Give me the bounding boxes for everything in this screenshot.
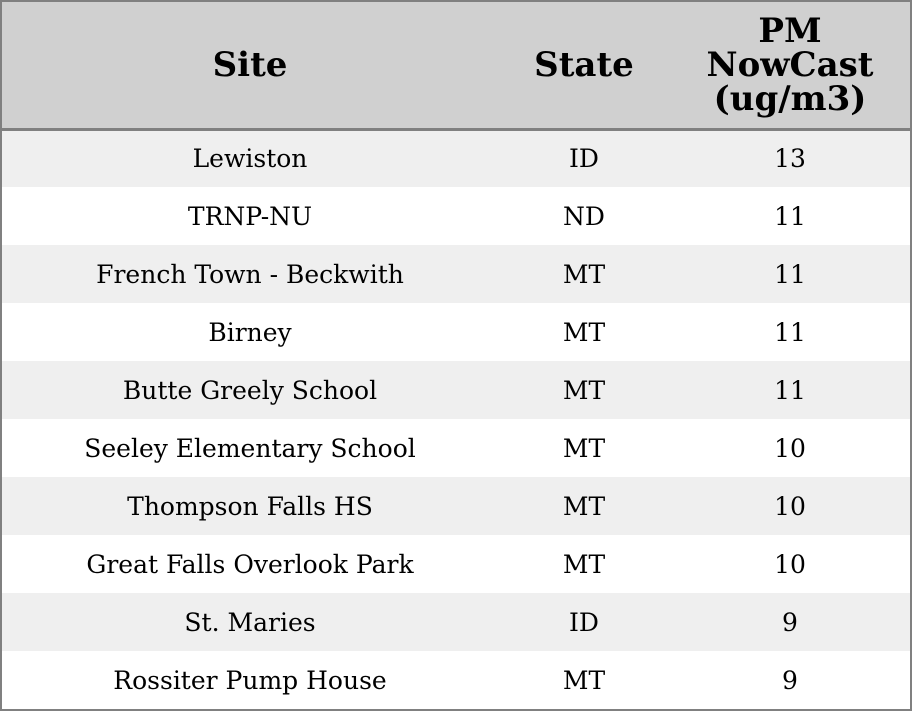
table-body: [2, 129, 910, 709]
table-row: [2, 129, 910, 187]
column-header-pm-line-1: PM: [758, 10, 822, 51]
table-row: [2, 651, 910, 709]
cell-pm-nowcast: 13: [774, 144, 806, 174]
cell-site: French Town - Beckwith: [96, 259, 404, 289]
cell-site: TRNP-NU: [187, 201, 313, 231]
cell-pm-nowcast: 11: [774, 375, 806, 405]
cell-state: MT: [562, 317, 606, 347]
table-row: [2, 303, 910, 361]
cell-pm-nowcast: 11: [774, 201, 806, 231]
column-header-pm-line-3: (ug/m3): [713, 78, 867, 119]
table-row: [2, 361, 910, 419]
column-header-site-line: Site: [212, 44, 288, 85]
cell-pm-nowcast: 11: [774, 259, 806, 289]
table-row: [2, 477, 910, 535]
cell-pm-nowcast: 9: [782, 607, 798, 637]
column-header-pm-nowcast: [670, 2, 910, 129]
header-row: [2, 2, 910, 129]
table-row: [2, 535, 910, 593]
cell-state: MT: [562, 433, 606, 463]
column-header-site: [2, 2, 498, 129]
table-row: [2, 245, 910, 303]
table-row: [2, 419, 910, 477]
cell-pm-nowcast: 9: [782, 665, 798, 695]
column-header-state: [498, 2, 670, 129]
cell-state: ID: [569, 607, 599, 637]
table-row: [2, 187, 910, 245]
cell-pm-nowcast: 10: [774, 491, 806, 521]
pm-nowcast-table: [2, 2, 910, 709]
cell-site: Lewiston: [192, 144, 308, 174]
cell-state: MT: [562, 665, 606, 695]
cell-site: Butte Greely School: [122, 375, 378, 405]
cell-state: MT: [562, 375, 606, 405]
cell-state: ID: [569, 144, 599, 174]
cell-site: Rossiter Pump House: [113, 665, 387, 695]
cell-state: ND: [563, 201, 605, 231]
cell-site: Thompson Falls HS: [127, 491, 373, 521]
cell-state: MT: [562, 259, 606, 289]
cell-pm-nowcast: 10: [774, 549, 806, 579]
cell-pm-nowcast: 10: [774, 433, 806, 463]
cell-site: Seeley Elementary School: [84, 433, 416, 463]
cell-site: Birney: [208, 317, 292, 347]
cell-state: MT: [562, 491, 606, 521]
cell-state: MT: [562, 549, 606, 579]
table-header: [2, 2, 910, 129]
cell-pm-nowcast: 11: [774, 317, 806, 347]
cell-site: Great Falls Overlook Park: [86, 549, 414, 579]
column-header-state-line: State: [534, 44, 634, 85]
table-row: [2, 593, 910, 651]
column-header-pm-line-2: NowCast: [706, 44, 874, 85]
cell-site: St. Maries: [184, 607, 316, 637]
